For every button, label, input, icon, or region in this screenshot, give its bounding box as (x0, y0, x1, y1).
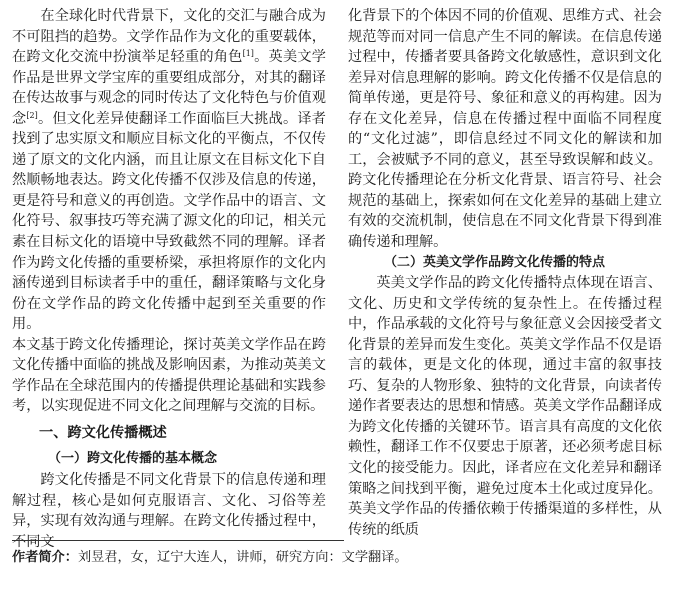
concept-paragraph-continued: 化背景下的个体因不同的价值观、思维方式、社会规范等而对同一信息产生不同的解读。在信息传递过程中，传播者要具备跨文化敏感性，意识到文化差异对信息理解的影响。跨文化传播不仅是信息的简单传递，更是符号、象征和意义的再构建。因为存在文化差异，信息在传播过程中面临不同程度的“文化过滤”，即信息经过不同文化的解读和加工，会被赋予不同的意义，甚至导致误解和歧义。跨文化传播理论在分析文化背景、语言符号、社会规范的基础上，探索如何在文化差异的基础上建立有效的交流机制，使信息在不同文化背景下得到准确传递和理解。 (348, 8, 662, 251)
footnote-label: 作者简介： (12, 550, 78, 565)
intro-text-part1: 在全球化时代背景下，文化的交汇与融合成为不可阻挡的趋势。文学作品作为文化的重要载体，在跨文化交流中扮演举足轻重的角色 (12, 8, 326, 66)
right-column (348, 6, 662, 540)
footnote-divider (12, 540, 344, 541)
intro-text-part2: 。英美文学作品是世界文学宝库的重要组成部分，对其的翻译在传达故事与观念的同时传达了文化特色与价值观念 (12, 49, 326, 127)
section-heading-overview: 一、跨文化传播概述 (39, 424, 167, 441)
characteristics-paragraph: 英美文学作品的跨文化传播特点体现在语言、文化、历史和文学传统的复杂性上。在传播过程中，作品承载的文化符号与象征意义会因接受者文化背景的差异而发生变化。英美文学作品不仅是语言的载体，更是文化的体现，通过丰富的叙事技巧、复杂的人物形象、独特的文化背景，向读者传递作者要表达的思想和情感。英美文学作品翻译成为跨文化传播的关键环节。语言具有高度的文化依赖性，翻译工作不仅要忠于原著，还必须考虑目标文化的接受能力。因此，译者应在文化差异和翻译策略之间找到平衡，避免过度本土化或过度异化。英美文学作品的传播依赖于传播渠道的多样性，从传统的纸质 (348, 275, 662, 538)
intro-paragraph (12, 6, 326, 335)
author-footnote (12, 548, 408, 568)
subsection-heading-characteristics: （二）英美文学作品跨文化传播的特点 (384, 254, 606, 270)
intro-text-part3: 。但文化差异使翻译工作面临巨大挑战。译者找到了忠实原文和顺应目标文化的平衡点，不仅传递了原文的文化内涵，而且让原文在目标文化下自然顺畅地表达。跨文化传播不仅涉及信息的传递，更是符号和意义的再创造。文学作品中的语言、文化符号、叙事技巧等充满了源文化的印记，相关元素在目标文化的语境中导致截然不同的理解。译者作为跨文化传播的重要桥梁，承担将原作的文化内涵传递到目标读者手中的重任，翻译策略与文化身份在文学作品的跨文化传播中起到至关重要的作用。 (12, 110, 326, 333)
concept-paragraph: 跨文化传播是不同文化背景下的信息传递和理解过程，核心是如何克服语言、文化、习俗等差异，实现有效沟通与理解。在跨文化传播过程中，不同文 (12, 472, 326, 550)
citation-ref-1[interactable]: [1] (242, 49, 254, 59)
subsection-heading-basic-concept: （一）跨文化传播的基本概念 (48, 451, 218, 467)
left-column (12, 6, 326, 552)
purpose-paragraph: 本文基于跨文化传播理论，探讨英美文学作品在跨文化传播中面临的挑战及影响因素，为推动英美文学作品在全球范围内的传播提供理论基础和实践参考，以实现促进不同文化之间理解与交流的目标。 (12, 336, 326, 415)
footnote-text: 刘昱君，女，辽宁大连人，讲师，研究方向：文学翻译。 (77, 550, 408, 565)
citation-ref-2[interactable]: [2] (26, 110, 38, 120)
